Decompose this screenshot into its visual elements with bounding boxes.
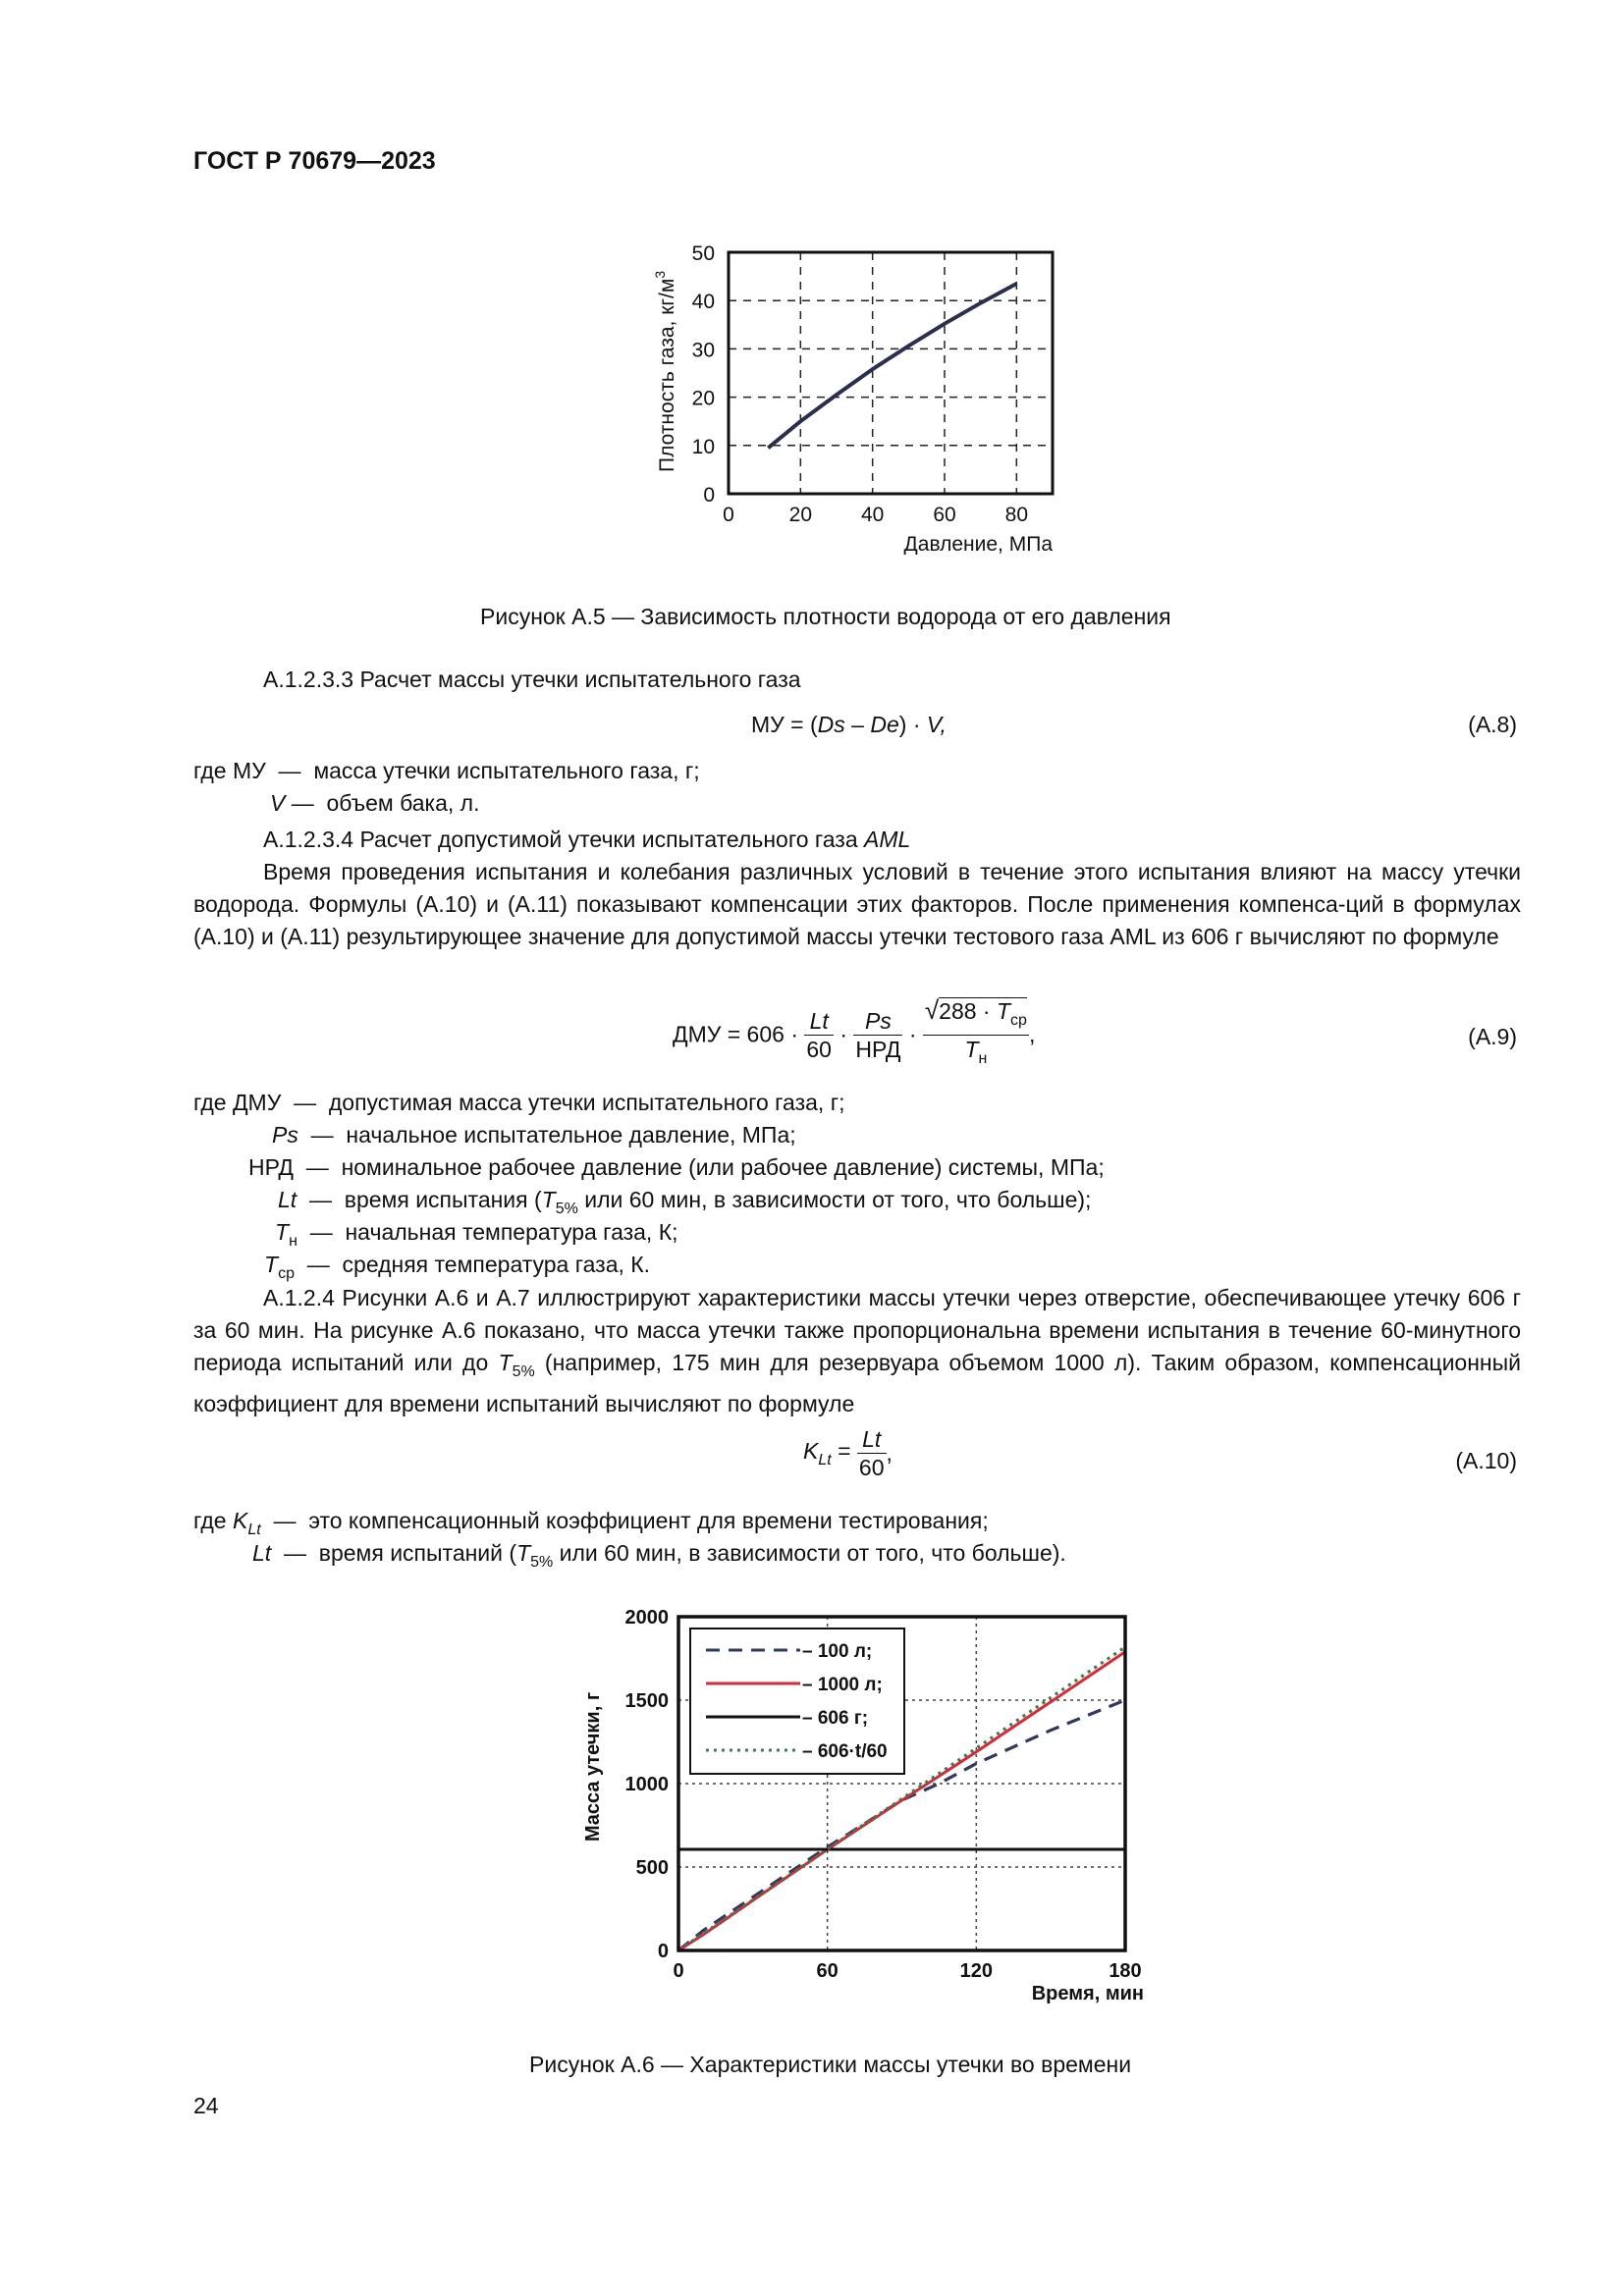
definition-row: где ДМУ — допустимая масса утечки испытательного газа, г;	[193, 1090, 845, 1115]
definition-row: Lt — время испытаний ($T_{5\%}$ или 60 мин, в зависимости от того, что больше).	[252, 1540, 1066, 1571]
legend-label: – 606 г;	[802, 1708, 869, 1729]
document-header: ГОСТ Р 70679—2023	[193, 147, 436, 175]
y-tick-label: 40	[691, 291, 715, 314]
y-tick-label: 50	[691, 242, 715, 265]
x-tick-label: 20	[788, 504, 813, 526]
x-tick-label: 60	[816, 1960, 839, 1982]
equation-a8: МУ = (Ds – De) · V,	[751, 712, 947, 737]
x-tick-label: 0	[673, 1960, 684, 1982]
x-tick-label: 60	[933, 504, 956, 526]
legend-label: – 606·t/60	[802, 1741, 888, 1762]
definition-row: Lt — время испытания ($T_{5\%}$ или 60 мин, в зависимости от того, что больше);	[278, 1187, 1092, 1217]
figure-a5-chart	[638, 231, 1080, 555]
paragraph-2: А.1.2.4 Рисунки А.6 и А.7 иллюстрируют характеристики массы утечки через отверстие, обеспечивающее утечку 606 г за 60 мин. На рисунке А.6 показано, что масса утечки также пропорциональна времени испытания в течение 60-минутного периода испытаний или до $T_{5\%}$ (например, 175 мин для резервуара объемом 1000 л). Таким образом, компенсационный коэффициент для времени испытаний вычисляют по формуле	[193, 1285, 1521, 1416]
equation-a9: ДМУ = 606 · $\frac{Lt}{60}$ · $\frac{Ps}{\text{НРД}}$ · $\frac{√288 \cdot T_{ср}}{T_н}$ ,	[673, 995, 1036, 1067]
definition-row: V — объем бака, л.	[270, 790, 480, 816]
y-axis-label: Масса утечки, г	[582, 1691, 604, 1842]
definition-row: где МУ — масса утечки испытательного газа, г;	[193, 758, 700, 783]
page-number: 24	[193, 2093, 219, 2118]
paragraph-1: Время проведения испытания и колебания различных условий в течение этого испытания влияют на массу утечки водорода. Формулы (А.10) и (А.11) показывают компенсации этих факторов. После применения компенса-ций в формулах (А.10) и (А.11) результирующее значение для допустимой массы утечки тестового газа AML из 606 г вычисляют по формуле	[193, 859, 1521, 949]
equation-a8-number: (А.8)	[1468, 712, 1517, 737]
y-tick-label: 500	[635, 1857, 669, 1879]
x-tick-label: 180	[1109, 1960, 1142, 1982]
figure-a6-chart	[569, 1595, 1159, 2012]
y-tick-label: 10	[691, 435, 715, 458]
x-axis-label: Давление, МПа	[903, 533, 1053, 555]
definition-row: $T_н$ — начальная температура газа, К;	[275, 1219, 678, 1250]
y-tick-label: 20	[691, 387, 715, 410]
definition-row: Ps — начальное испытательное давление, МПа;	[272, 1122, 796, 1148]
y-tick-label: 2000	[624, 1607, 669, 1629]
figure-a6-caption: Рисунок А.6 — Характеристики массы утечки во времени	[529, 2052, 1132, 2077]
y-axis-label: Плотность газа, $кг/м^3$	[652, 270, 678, 472]
section-a1234-title: А.1.2.3.4 Расчет допустимой утечки испытательного газа AML	[263, 827, 911, 852]
equation-a10: $K_{Lt}$ = $\frac{Lt}{60}$ ,	[803, 1426, 893, 1480]
x-tick-label: 40	[860, 504, 885, 526]
x-tick-label: 0	[723, 504, 734, 526]
legend-label: – 1000 л;	[802, 1675, 883, 1695]
y-tick-label: 0	[657, 1941, 669, 1962]
figure-a5-caption: Рисунок А.5 — Зависимость плотности водорода от его давления	[480, 604, 1171, 629]
definition-row: где $K_{Lt}$ — это компенсационный коэффициент для времени тестирования;	[193, 1508, 989, 1538]
definition-row: $T_{ср}$ — средняя температура газа, К.	[264, 1252, 651, 1282]
y-tick-label: 30	[691, 339, 715, 362]
x-tick-label: 80	[1004, 504, 1029, 526]
density-curve	[768, 284, 1016, 448]
section-a1233-title: А.1.2.3.3 Расчет массы утечки испытательного газа	[263, 667, 801, 692]
x-axis-label: Время, мин	[1031, 1983, 1144, 2004]
y-tick-label: 1000	[624, 1774, 669, 1795]
equation-a9-number: (А.9)	[1468, 1024, 1517, 1049]
definition-row: НРД — номинальное рабочее давление (или рабочее давление) системы, МПа;	[248, 1154, 1105, 1180]
legend-label: – 100 л;	[802, 1641, 873, 1662]
y-tick-label: 0	[703, 484, 715, 507]
y-tick-label: 1500	[624, 1690, 669, 1712]
x-tick-label: 120	[959, 1960, 994, 1982]
equation-a10-number: (А.10)	[1455, 1448, 1517, 1473]
